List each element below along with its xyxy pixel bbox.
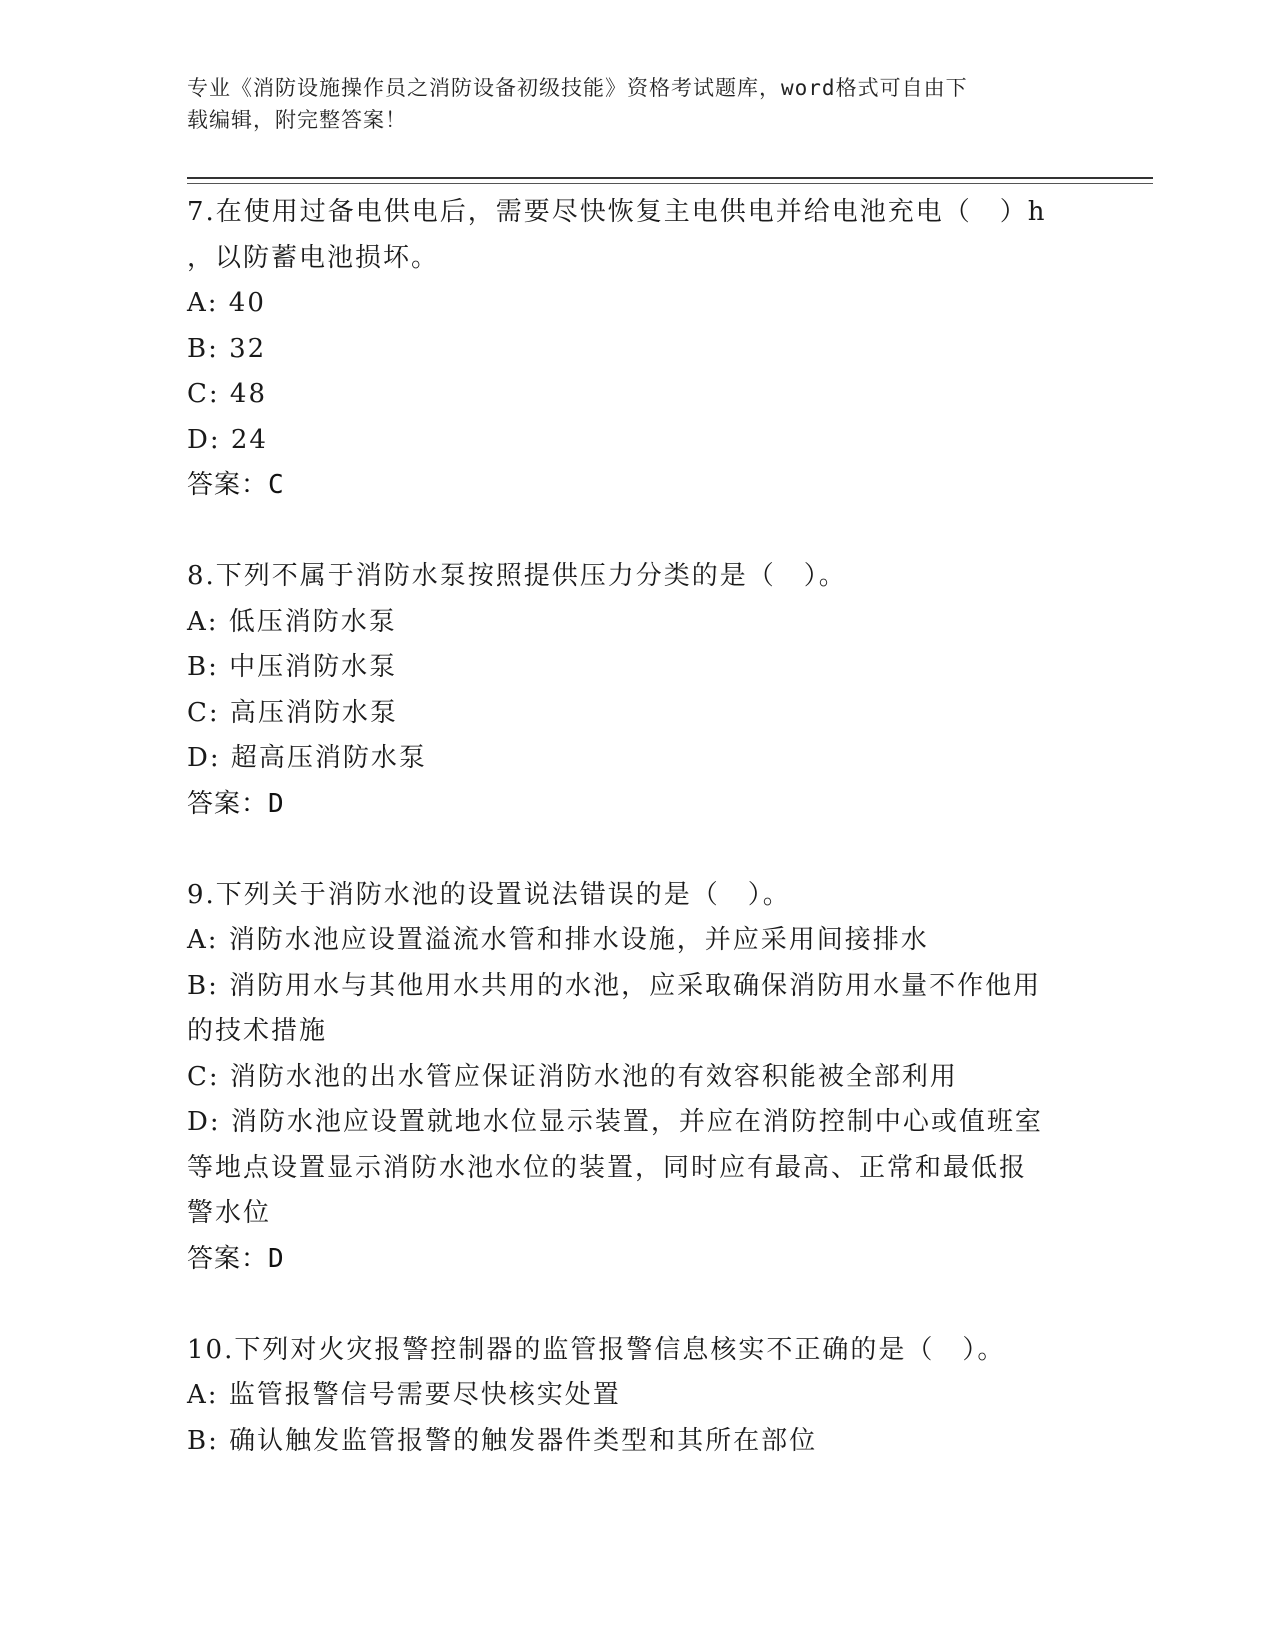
option-c: C: 高压消防水泵 [187,697,398,728]
option-b: B: 消防用水与其他用水共用的水池，应采取确保消防用水量不作他用 [187,970,1042,1001]
option-d: D: 消防水池应设置就地水位显示装置，并应在消防控制中心或值班室 [187,1107,1043,1137]
document-header [187,72,1067,136]
question-7 [187,190,1087,508]
option-a: A: 40 [187,288,266,318]
question-stem: 8.下列不属于消防水泵按照提供压力分类的是（ ）。 [187,561,847,591]
option-b-continued: 的技术措施 [187,1016,328,1046]
option-c: C: 消防水池的出水管应保证消防水池的有效容积能被全部利用 [187,1061,958,1092]
question-stem-continued: ，以防蓄电池损坏。 [187,242,440,273]
option-b: B: 32 [187,333,267,364]
question-9 [187,873,1087,1282]
option-a: A: 消防水池应设置溢流水管和排水设施，并应采用间接排水 [187,925,929,955]
option-b: B: 确认触发监管报警的触发器件类型和其所在部位 [187,1425,818,1456]
question-10 [187,1328,1087,1465]
option-d: D: 24 [187,424,268,455]
option-d-continued: 等地点设置显示消防水池水位的装置，同时应有最高、正常和最低报 [187,1152,1028,1183]
question-8 [187,554,1087,827]
question-stem: 7.在使用过备电供电后，需要尽快恢复主电供电并给电池充电（ ）h [187,197,1047,227]
option-d-continued: 警水位 [187,1198,272,1228]
option-d: D: 超高压消防水泵 [187,743,427,773]
option-b: B: 中压消防水泵 [187,652,398,682]
header-line-2: 载编辑，附完整答案！ [187,108,407,132]
question-list [187,190,1087,1510]
answer: 答案：C [187,470,285,500]
answer: 答案：D [187,1243,285,1274]
answer: 答案：D [187,788,285,819]
option-c: C: 48 [187,379,268,409]
question-stem: 10.下列对火灾报警控制器的监管报警信息核实不正确的是（ ）。 [187,1334,1006,1365]
question-stem: 9.下列关于消防水池的设置说法错误的是（ ）。 [187,879,791,910]
header-divider-thin [187,183,1153,184]
header-divider-thick [187,177,1153,179]
header-line-1: 专业《消防设施操作员之消防设备初级技能》资格考试题库，word格式可自由下 [187,76,968,100]
option-a: A: 监管报警信号需要尽快核实处置 [187,1380,621,1410]
option-a: A: 低压消防水泵 [187,606,397,637]
